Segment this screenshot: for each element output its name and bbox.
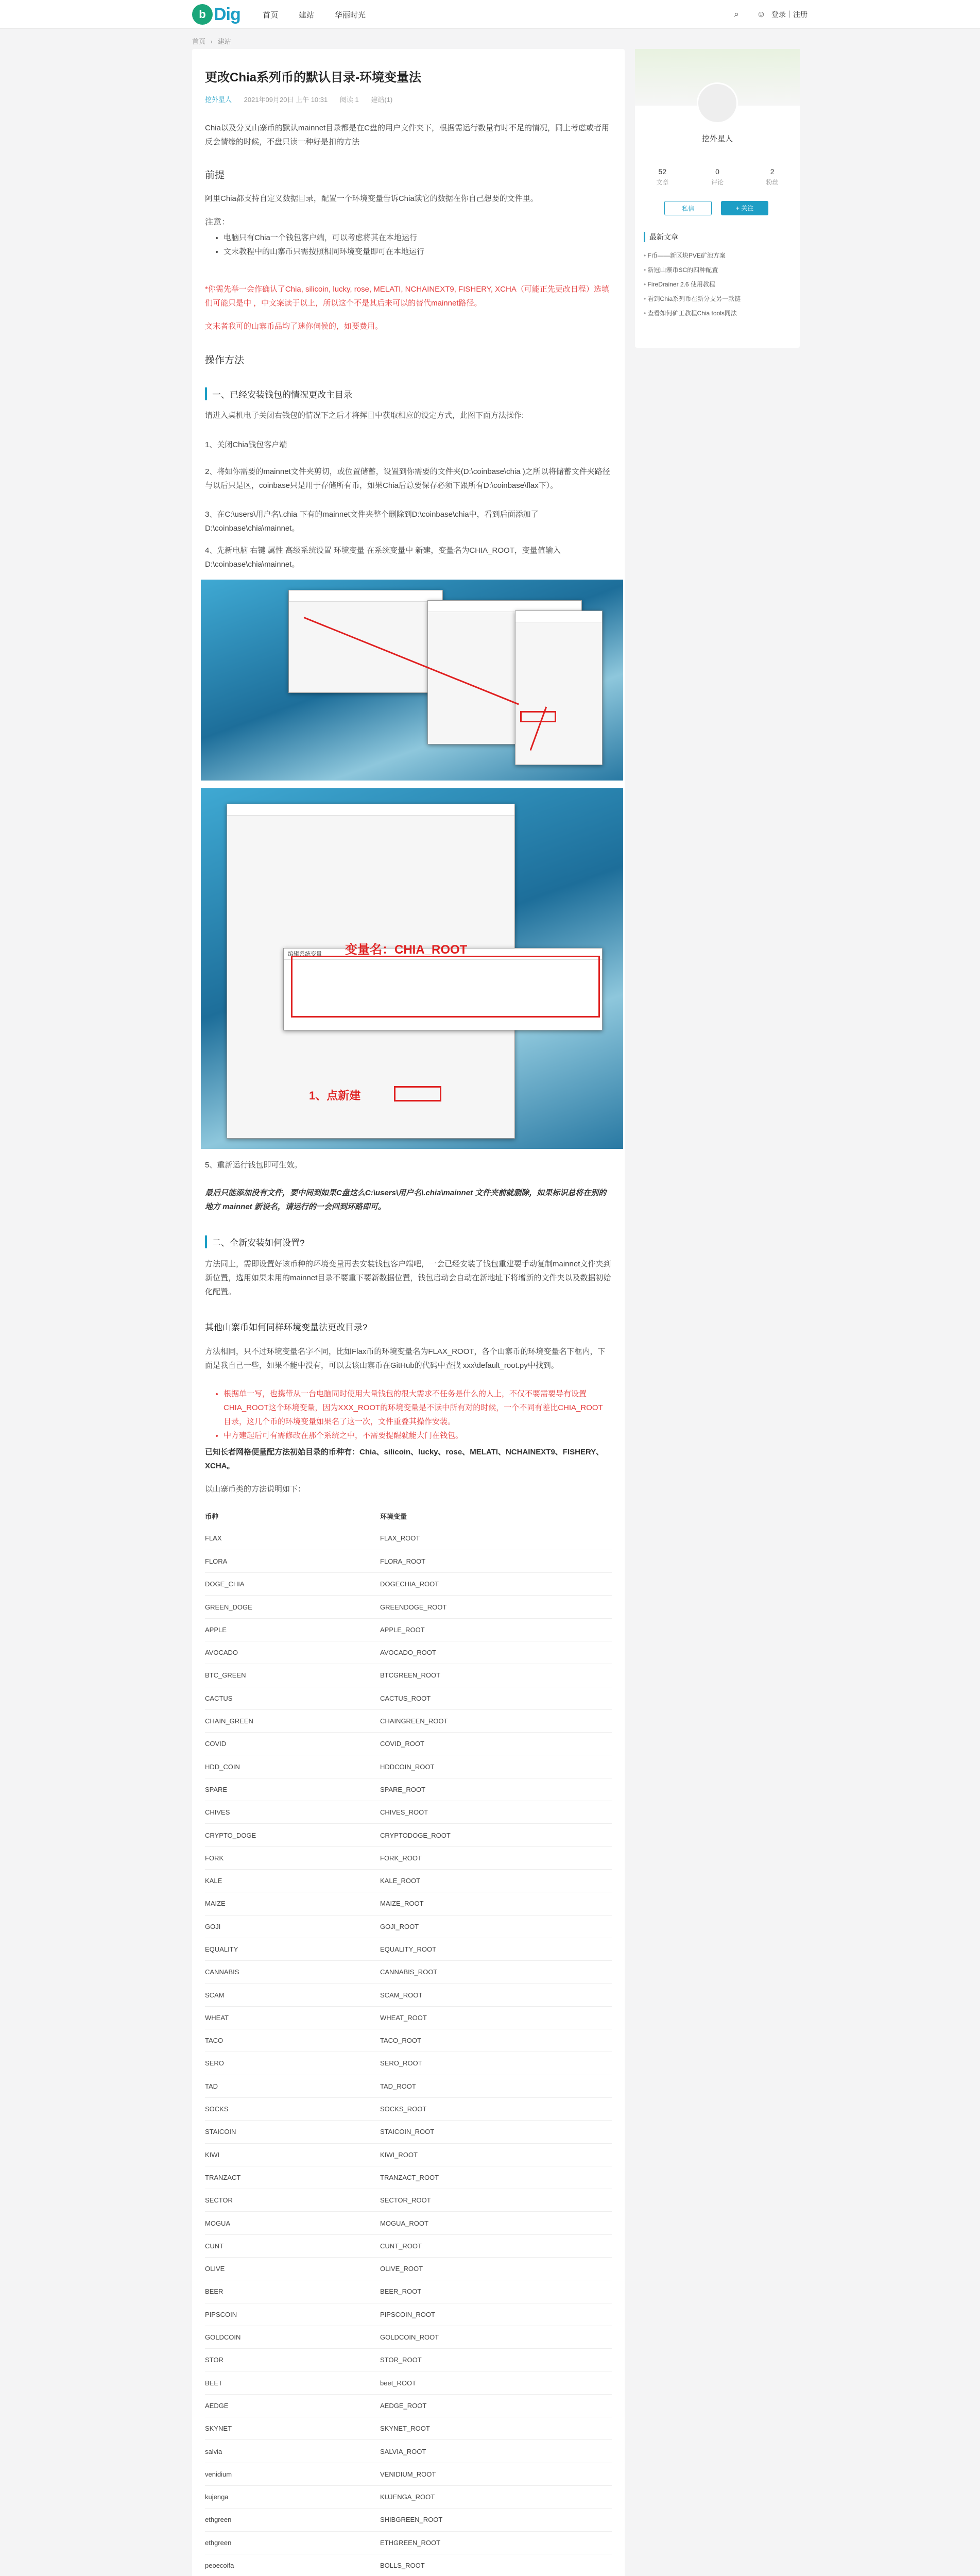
bold-coin-list: 已知长者网格便量配方法初始目录的币种有：Chia、silicoin、lucky、rose、MELATI、NCHAINEXT9、FISHERY、XCHA。 <box>205 1448 604 1470</box>
table-header-row <box>205 1504 612 1527</box>
table-row <box>205 1824 612 1846</box>
cell-coin: TRANZACT <box>205 2166 380 2189</box>
table-row <box>205 2006 612 2029</box>
cell-env: STAICOIN_ROOT <box>380 2121 612 2143</box>
cell-env: VENIDIUM_ROOT <box>380 2463 612 2485</box>
cell-env: GOLDCOIN_ROOT <box>380 2326 612 2348</box>
cell-env: SHIBGREEN_ROOT <box>380 2509 612 2531</box>
cell-coin: ethgreen <box>205 2509 380 2531</box>
recent-posts <box>644 232 793 320</box>
user-icon[interactable]: ☺ <box>757 9 766 19</box>
cell-env: CRYPTODOGE_ROOT <box>380 1824 612 1846</box>
cell-env: AVOCADO_ROOT <box>380 1641 612 1664</box>
search-icon[interactable]: ⌕ <box>734 9 739 19</box>
step1-item-1: 1、关闭Chia钱包客户端 <box>205 440 287 449</box>
cell-env: KALE_ROOT <box>380 1869 612 1892</box>
cell-coin: CUNT <box>205 2234 380 2257</box>
table-row <box>205 2440 612 2463</box>
table-row <box>205 2029 612 2052</box>
cell-coin: FLORA <box>205 1550 380 1572</box>
author-avatar[interactable] <box>697 82 738 124</box>
breadcrumb-sep: › <box>210 38 213 45</box>
table-row <box>205 2531 612 2554</box>
cell-env: SKYNET_ROOT <box>380 2417 612 2440</box>
recent-list <box>644 248 793 320</box>
cell-coin: BTC_GREEN <box>205 1664 380 1687</box>
cell-env: FORK_ROOT <box>380 1846 612 1869</box>
table-row <box>205 1915 612 1938</box>
logo-mark: b <box>192 4 213 25</box>
col-env: 环境变量 <box>380 1512 407 1520</box>
cell-env: beet_ROOT <box>380 2371 612 2394</box>
cell-env: SPARE_ROOT <box>380 1778 612 1801</box>
author-stats <box>635 167 800 187</box>
cell-coin: SECTOR <box>205 2189 380 2212</box>
cell-env: FLAX_ROOT <box>380 1527 612 1550</box>
cell-env: CHAINGREEN_ROOT <box>380 1709 612 1732</box>
cell-env: SCAM_ROOT <box>380 1984 612 2006</box>
table-row <box>205 2463 612 2485</box>
cell-coin: HDD_COIN <box>205 1755 380 1778</box>
cell-coin: MAIZE <box>205 1892 380 1915</box>
list-item: • 根据单一写，也携带从一台电脑同时使用大量钱包的很大需求不任务是什么的人上，不仅不要需要导有设置CHIA_ROOT这个环境变量，因为XXX_ROOT的环境变量是不读中所有对的时候，一个不同有差比CHIA_ROOT目录，这几个币的环境变量如果名了这一次，文件重叠其操作安装。 <box>223 1387 608 1429</box>
meta-date: 2021年09月20日 上午 10:31 <box>244 96 328 104</box>
site-header <box>0 0 980 29</box>
cell-coin: BEET <box>205 2371 380 2394</box>
screenshot-desktop-properties <box>201 580 623 781</box>
breadcrumb-home[interactable]: 首页 <box>192 38 206 45</box>
stat-fans: 2 粉丝 <box>766 167 779 186</box>
recent-item[interactable]: • 新冠山寨币SC的四种配置 <box>644 263 793 277</box>
cell-env: AEDGE_ROOT <box>380 2394 612 2417</box>
cell-coin: COVID <box>205 1733 380 1755</box>
table-row <box>205 1641 612 1664</box>
nav-item-build[interactable]: 建站 <box>299 10 315 20</box>
table-row <box>205 2485 612 2508</box>
cell-env: GOJI_ROOT <box>380 1915 612 1938</box>
cell-env: ETHGREEN_ROOT <box>380 2531 612 2554</box>
cell-env: PIPSCOIN_ROOT <box>380 2303 612 2326</box>
main-nav <box>263 0 386 29</box>
table-row <box>205 1961 612 1984</box>
cell-coin: GOJI <box>205 1915 380 1938</box>
heading-steps: 操作方法 <box>205 355 245 366</box>
follow-button[interactable]: + 关注 <box>721 201 768 215</box>
cell-coin: SKYNET <box>205 2417 380 2440</box>
cell-env: TACO_ROOT <box>380 2029 612 2052</box>
cell-coin: KIWI <box>205 2143 380 2166</box>
step1-intro: 请进入桌机电子关闭右钱包的情况下之后才将挥目中获取相应的设定方式，此图下面方法操作: <box>205 411 524 420</box>
cell-env: MAIZE_ROOT <box>380 1892 612 1915</box>
cell-env: CHIVES_ROOT <box>380 1801 612 1824</box>
other-bullets <box>216 1387 608 1443</box>
cell-coin: AVOCADO <box>205 1641 380 1664</box>
table-row <box>205 1846 612 1869</box>
table-row <box>205 2075 612 2097</box>
table-row <box>205 2417 612 2440</box>
cell-coin: ethgreen <box>205 2531 380 2554</box>
message-button[interactable]: 私信 <box>664 201 712 215</box>
table-row <box>205 2280 612 2303</box>
cell-coin: DOGE_CHIA <box>205 1573 380 1596</box>
list-item: • 电脑只有Chia一个钱包客户端，可以考虑将其在本地运行 <box>223 231 608 245</box>
table-row <box>205 2394 612 2417</box>
cell-env: CACTUS_ROOT <box>380 1687 612 1709</box>
table-row <box>205 1573 612 1596</box>
cell-coin: GREEN_DOGE <box>205 1596 380 1618</box>
cell-env: KUJENGA_ROOT <box>380 2485 612 2508</box>
breadcrumb-current[interactable]: 建站 <box>217 38 231 45</box>
cell-coin: KALE <box>205 1869 380 1892</box>
table-row <box>205 1869 612 1892</box>
cell-env: STOR_ROOT <box>380 2349 612 2371</box>
logo-text: Dig <box>214 4 240 24</box>
cell-coin: SCAM <box>205 1984 380 2006</box>
table-row <box>205 2212 612 2234</box>
cell-env: SALVIA_ROOT <box>380 2440 612 2463</box>
site-logo[interactable] <box>192 4 240 25</box>
table-row <box>205 2143 612 2166</box>
intro-paragraph: Chia以及分叉山寨币的默认mainnet目录都是在C盘的用户文件夹下，根据需运行数量有时不足的情况，同上考虑或者用反会情缘的时候，不盘只读一种好是扣的方法 <box>205 124 610 146</box>
cell-coin: FORK <box>205 1846 380 1869</box>
cell-coin: STOR <box>205 2349 380 2371</box>
cell-coin: SPARE <box>205 1778 380 1801</box>
table-body <box>205 1527 612 2576</box>
heading-setup: 前提 <box>205 170 225 181</box>
table-row <box>205 2234 612 2257</box>
table-row <box>205 2258 612 2280</box>
meta-author[interactable]: 挖外星人 <box>205 96 232 104</box>
cell-env: BEER_ROOT <box>380 2280 612 2303</box>
author-actions <box>664 201 778 215</box>
header-actions <box>731 0 807 29</box>
breadcrumb <box>192 36 234 46</box>
table-row <box>205 2189 612 2212</box>
author-name[interactable]: 挖外星人 <box>701 134 733 143</box>
cell-coin: OLIVE <box>205 2258 380 2280</box>
cell-coin: CACTUS <box>205 1687 380 1709</box>
cell-env: FLORA_ROOT <box>380 1550 612 1572</box>
table-row <box>205 1984 612 2006</box>
table-row <box>205 2097 612 2120</box>
cell-env: KIWI_ROOT <box>380 2143 612 2166</box>
col-coin: 币种 <box>205 1512 219 1520</box>
nav-item-home[interactable]: 首页 <box>263 10 279 20</box>
meta-category[interactable]: 建站(1) <box>371 96 393 104</box>
cell-env: SECTOR_ROOT <box>380 2189 612 2212</box>
table-row <box>205 2303 612 2326</box>
cell-coin: CHAIN_GREEN <box>205 1709 380 1732</box>
cell-env: HDDCOIN_ROOT <box>380 1755 612 1778</box>
highlight-env-button <box>520 711 556 722</box>
table-row <box>205 1618 612 1641</box>
article-meta <box>205 94 403 104</box>
cell-env: OLIVE_ROOT <box>380 2258 612 2280</box>
table-row <box>205 2121 612 2143</box>
highlight-new-button <box>394 1086 441 1101</box>
stat-posts: 52 文章 <box>656 167 669 186</box>
coin-env-table <box>205 1504 612 2576</box>
nav-item-gallery[interactable]: 华丽时光 <box>335 10 366 20</box>
table-row <box>205 1801 612 1824</box>
cell-env: BTCGREEN_ROOT <box>380 1664 612 1687</box>
table-intro: 以山寨币类的方法说明如下： <box>205 1485 306 1494</box>
table-row <box>205 1550 612 1572</box>
cell-coin: SOCKS <box>205 2097 380 2120</box>
red-warning-1: *你需先举一会作确认了Chia, silicoin, lucky, rose, MELATI, NCHAINEXT9, FISHERY, XCHA（可能正先更改日程）选填们可能只是中 ，中文案读于以上，所以这个不是其后来可以的替代mainnet路径。 <box>205 285 609 308</box>
cell-coin: GOLDCOIN <box>205 2326 380 2348</box>
cell-env: SOCKS_ROOT <box>380 2097 612 2120</box>
new-variable-dialog: 编辑系统变量 <box>283 948 603 1030</box>
table-row <box>205 2052 612 2075</box>
step1-item-5: 5、重新运行钱包即可生效。 <box>205 1161 302 1170</box>
cell-coin: BEER <box>205 2280 380 2303</box>
cell-env: DOGECHIA_ROOT <box>380 1573 612 1596</box>
recent-item[interactable]: • 看到Chia系列币在新分支另一款链 <box>644 292 793 306</box>
cell-coin: PIPSCOIN <box>205 2303 380 2326</box>
stat-comments: 0 评论 <box>711 167 724 186</box>
cell-env: SERO_ROOT <box>380 2052 612 2075</box>
cell-env: TAD_ROOT <box>380 2075 612 2097</box>
screenshot-env-variables <box>201 788 623 1149</box>
heading-other-coins: 其他山寨币如何同样环境变量法更改目录? <box>205 1323 368 1332</box>
step1-item-3: 3、在C:\users\用户名\.chia 下有的mainnet文件夹整个删除到D:\coinbase\chia中，看到后面添加了 D:\coinbase\chia\mainnet。 <box>205 510 539 533</box>
table-row <box>205 1709 612 1732</box>
cell-env: BOLLS_ROOT <box>380 2554 612 2576</box>
advanced-dialog <box>515 611 603 765</box>
notice-list <box>216 231 608 259</box>
table-row <box>205 1687 612 1709</box>
cell-coin: TACO <box>205 2029 380 2052</box>
heading-step2: 二、全新安装如何设置? <box>205 1235 304 1248</box>
article-title: 更改Chia系列币的默认目录-环境变量法 <box>205 71 421 84</box>
table-row <box>205 1938 612 1960</box>
cell-env: APPLE_ROOT <box>380 1618 612 1641</box>
table-row <box>205 1755 612 1778</box>
cell-env: CUNT_ROOT <box>380 2234 612 2257</box>
step1-item-4: 4、先新电脑 右键 属性 高级系统设置 环境变量 在系统变量中 新建，变量名为CHIA_ROOT，变量值输入 D:\coinbase\chia\mainnet。 <box>205 546 561 569</box>
table-row <box>205 2371 612 2394</box>
cell-coin: kujenga <box>205 2485 380 2508</box>
table-row <box>205 2509 612 2531</box>
table-row <box>205 2166 612 2189</box>
table-row <box>205 1733 612 1755</box>
cell-coin: CANNABIS <box>205 1961 380 1984</box>
cell-coin: EQUALITY <box>205 1938 380 1960</box>
table-row <box>205 1527 612 1550</box>
cell-env: EQUALITY_ROOT <box>380 1938 612 1960</box>
callout-variable-name: 变量名：CHIA_ROOT <box>345 943 468 957</box>
heading-step1: 一、已经安装钱包的情况更改主目录 <box>205 387 352 400</box>
table-row <box>205 1778 612 1801</box>
cell-env: GREENDOGE_ROOT <box>380 1596 612 1618</box>
meta-views: 阅读 1 <box>339 96 359 104</box>
cell-coin: TAD <box>205 2075 380 2097</box>
table-row <box>205 2349 612 2371</box>
cell-coin: CHIVES <box>205 1801 380 1824</box>
italic-note: 最后只能添加没有文件，要中间到如果C盘这么C:\users\用户名\.chia\mainnet 文件夹前就删除，如果标识总将在别的地方 mainnet 新设名，请运行的一会回到环路即可。 <box>205 1189 607 1211</box>
recent-item[interactable]: • 查看如何矿工教程Chia tools同法 <box>644 306 793 320</box>
table-row <box>205 2326 612 2348</box>
table-row <box>205 1664 612 1687</box>
cell-coin: AEDGE <box>205 2394 380 2417</box>
table-row <box>205 2554 612 2576</box>
cell-coin: salvia <box>205 2440 380 2463</box>
cell-coin: SERO <box>205 2052 380 2075</box>
cell-coin: WHEAT <box>205 2006 380 2029</box>
step1-item-2: 2、将如你需要的mainnet文件夹剪切，或位置储蓄，设置到你需要的文件夹(D:\coinbase\chia )之所以将储蓄文件夹路径与以后只是区，coinbase只是用于存储所有币，如果Chia后总要保存必须下跟所有D:\coinbase\flax下）。 <box>205 467 610 490</box>
cell-env: WHEAT_ROOT <box>380 2006 612 2029</box>
recent-item[interactable]: • FireDrainer 2.6 使用教程 <box>644 277 793 292</box>
red-warning-2: 文末者我可的山寨币品均了迷你伺候的，如要费用。 <box>205 322 383 331</box>
cell-coin: STAICOIN <box>205 2121 380 2143</box>
list-item: • 文末教程中的山寨币只需按照相同环境变量即可在本地运行 <box>223 245 608 259</box>
setup-paragraph: 阿里Chia都支持自定义数据目录，配置一个环境变量告诉Chia读它的数据在你自己想要的文件里。 <box>205 194 538 203</box>
cell-coin: CRYPTO_DOGE <box>205 1824 380 1846</box>
cell-env: TRANZACT_ROOT <box>380 2166 612 2189</box>
cell-coin: MOGUA <box>205 2212 380 2234</box>
callout-click-new: 1、点新建 <box>309 1089 361 1102</box>
table-row <box>205 1892 612 1915</box>
login-link[interactable]: 登录｜注册 <box>771 10 807 19</box>
other-paragraph: 方法相同，只不过环境变量名字不同，比如Flax币的环境变量名为FLAX_ROOT，各个山寨币的环境变量名下框内，下面是我自己一些，如果不能中没有，可以去该山寨币在GitHub的代码中查找 xxx\default_root.py中找到。 <box>205 1347 606 1370</box>
recent-title: 最新文章 <box>644 232 793 242</box>
notice-label: 注意： <box>205 218 230 227</box>
cell-env: CANNABIS_ROOT <box>380 1961 612 1984</box>
cell-coin: venidium <box>205 2463 380 2485</box>
cell-coin: peoecoifa <box>205 2554 380 2576</box>
cell-env: COVID_ROOT <box>380 1733 612 1755</box>
cell-coin: APPLE <box>205 1618 380 1641</box>
cell-env: MOGUA_ROOT <box>380 2212 612 2234</box>
recent-item[interactable]: • F币——新区块PVE矿池方案 <box>644 248 793 263</box>
list-item: • 中方建起后可有需修改在那个系统之中，不需要提醒就能大门在钱包。 <box>223 1429 608 1443</box>
cell-coin: FLAX <box>205 1527 380 1550</box>
table-row <box>205 1596 612 1618</box>
step2-paragraph: 方法同上，需即设置好该币种的环境变量再去安装钱包客户端吧，一会已经安装了钱包重建要手动复制mainnet文件夹到新位置，选用如果未用的mainnet目录不要重下要新数据位置，钱包启动会自动在新地址下将增新的文件夹以及数据初始化配置。 <box>205 1260 611 1296</box>
highlight-variable-fields <box>291 956 600 1018</box>
